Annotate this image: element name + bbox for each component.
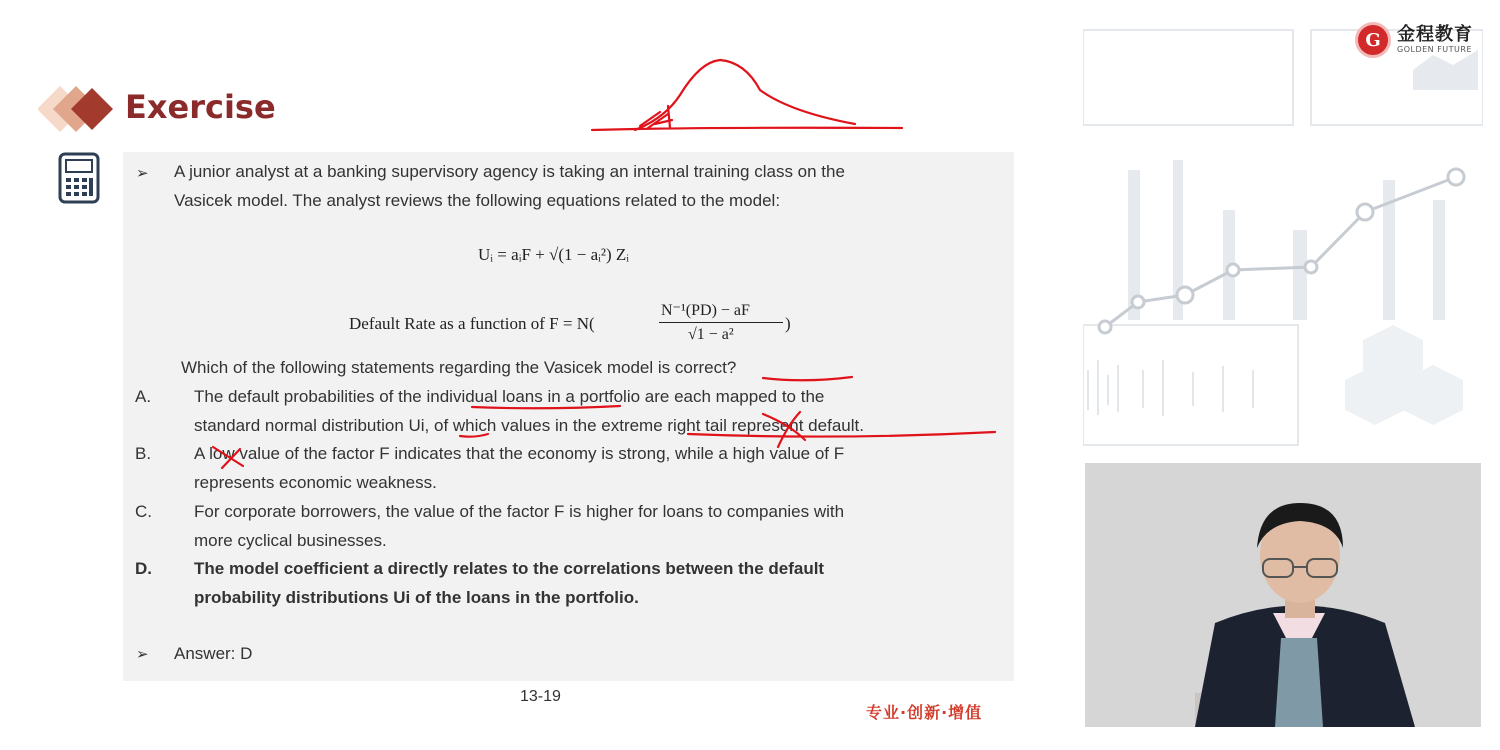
logo-name-en: GOLDEN FUTURE bbox=[1397, 45, 1473, 54]
brand-logo bbox=[1355, 22, 1473, 58]
logo-name-cn: 金程教育 bbox=[1397, 24, 1473, 45]
option-b-line2: represents economic weakness. bbox=[194, 473, 437, 492]
logo-mark-icon: G bbox=[1355, 22, 1391, 58]
option-d-letter: D. bbox=[135, 559, 152, 578]
option-a-line1: The default probabilities of the individual loans in a portfolio are each mapped to the bbox=[194, 387, 825, 406]
equation-default-rate-denominator: √1 − a² bbox=[688, 326, 734, 343]
logo-text bbox=[1397, 26, 1473, 54]
bullet-icon: ➢ bbox=[136, 645, 149, 663]
option-c-line1: For corporate borrowers, the value of the factor F is higher for loans to companies with bbox=[194, 502, 845, 521]
option-c-line2: more cyclical businesses. bbox=[194, 531, 387, 550]
option-b-line1: A low value of the factor F indicates that the economy is strong, while a high value of F bbox=[194, 444, 845, 463]
brand-slogan: 专业·创新·增值 bbox=[866, 703, 983, 722]
question-prompt: Which of the following statements regarding the Vasicek model is correct? bbox=[181, 358, 737, 377]
equation-default-rate-suffix: ) bbox=[785, 314, 791, 333]
bullet-icon: ➢ bbox=[136, 164, 149, 182]
diamond-decoration-icon bbox=[38, 84, 118, 134]
presenter-figure bbox=[1085, 463, 1481, 727]
option-d-line2: probability distributions Ui of the loans in the portfolio. bbox=[194, 588, 639, 607]
question-stem-line2: Vasicek model. The analyst reviews the following equations related to the model: bbox=[174, 191, 781, 210]
fraction-bar bbox=[659, 322, 783, 323]
background-infographic bbox=[1083, 20, 1483, 450]
option-a-line2: standard normal distribution Ui, of which values in the extreme right tail represent default. bbox=[194, 416, 864, 435]
option-c-letter: C. bbox=[135, 502, 152, 521]
bell-curve-sketch bbox=[635, 60, 855, 130]
answer-text: Answer: D bbox=[174, 644, 253, 663]
question-stem-line1: A junior analyst at a banking supervisory agency is taking an internal training class on the bbox=[174, 162, 845, 181]
option-d-line1: The model coefficient a directly relates to the correlations between the default bbox=[194, 559, 825, 578]
page-number: 13-19 bbox=[520, 688, 561, 705]
equation-default-rate-prefix: Default Rate as a function of F = N( bbox=[349, 314, 595, 333]
tail-shading-sketch bbox=[640, 106, 672, 128]
option-a-letter: A. bbox=[135, 387, 152, 406]
presenter-video bbox=[1085, 463, 1481, 727]
equation-factor-model: Uᵢ = aᵢF + √(1 − aᵢ²) Zᵢ bbox=[478, 245, 630, 264]
option-b-letter: B. bbox=[135, 444, 152, 463]
equation-default-rate-numerator: N⁻¹(PD) − aF bbox=[661, 302, 750, 319]
slide-title: Exercise bbox=[125, 88, 276, 126]
calculator-icon bbox=[58, 152, 100, 204]
baseline-sketch bbox=[592, 128, 902, 130]
